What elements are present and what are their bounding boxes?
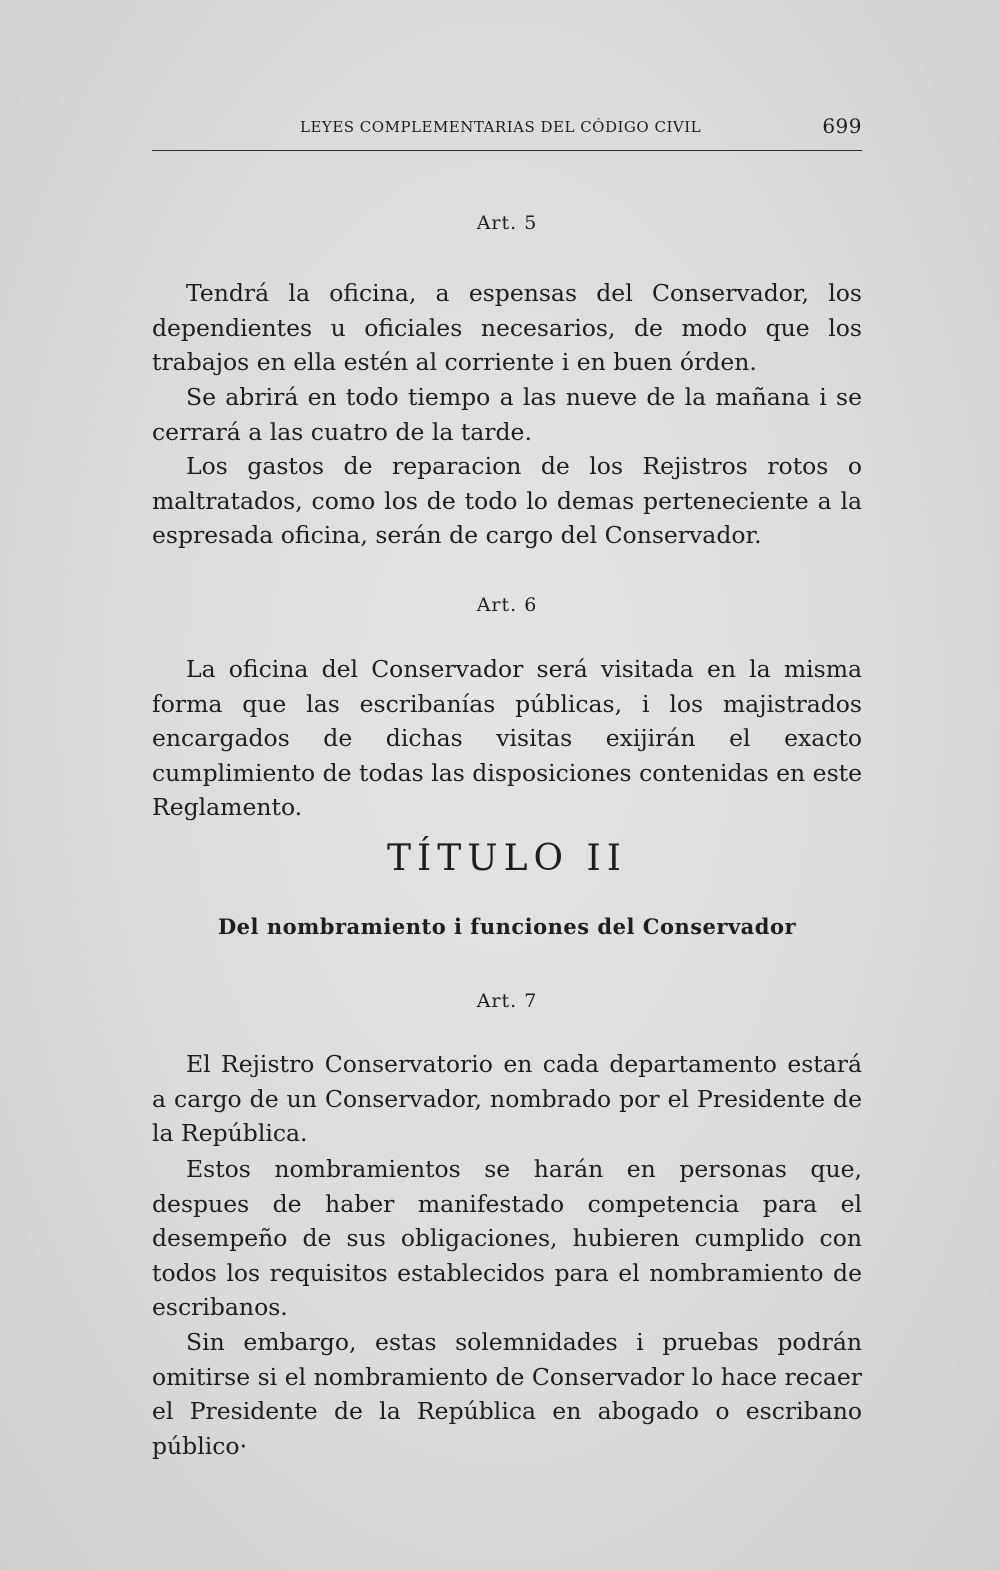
article-6-heading: Art. 6 bbox=[476, 594, 538, 616]
article-5-paragraph-2: Se abrirá en todo tiempo a las nueve de la mañana i se cerrará a las cuatro de la tarde. bbox=[152, 383, 862, 446]
page-number: 699 bbox=[822, 114, 862, 138]
article-7-heading: Art. 7 bbox=[476, 990, 538, 1012]
header-rule bbox=[152, 150, 862, 151]
article-7-paragraph-1: El Rejistro Conservatorio en cada departamento estará a cargo de un Conservador, nombrado por el Presidente de la República. bbox=[152, 1050, 862, 1147]
article-6-paragraph-1: La oficina del Conservador será visitada en la misma forma que las escribanías públicas, i los majistrados encargados de dichas visitas exijirán el exacto cumplimiento de todas las disposiciones contenidas en este Reglamento. bbox=[152, 655, 862, 821]
page-header bbox=[152, 114, 862, 144]
running-title: LEYES COMPLEMENTARIAS DEL CÓDIGO CIVIL bbox=[300, 118, 702, 136]
article-7-paragraph-3: Sin embargo, estas solemnidades i pruebas podrán omitirse si el nombramiento de Conservador lo hace recaer el Presidente de la República en abogado o escribano público· bbox=[152, 1328, 862, 1460]
article-5-paragraph-3: Los gastos de reparacion de los Rejistros rotos o maltratados, como los de todo lo demas perteneciente a la espresada oficina, serán de cargo del Conservador. bbox=[152, 452, 862, 549]
article-5-paragraph-1: Tendrá la oficina, a espensas del Conservador, los dependientes u oficiales necesarios, de modo que los trabajos en ella estén al corriente i en buen órden. bbox=[152, 279, 862, 376]
title-heading: TÍTULO II bbox=[387, 838, 627, 879]
article-7-paragraph-2: Estos nombramientos se harán en personas que, despues de haber manifestado competencia para el desempeño de sus obligaciones, hubieren cumplido con todos los requisitos establecidos para el nombramiento de escribanos. bbox=[152, 1155, 862, 1321]
title-subheading: Del nombramiento i funciones del Conservador bbox=[217, 914, 797, 939]
article-5-heading: Art. 5 bbox=[476, 212, 538, 234]
